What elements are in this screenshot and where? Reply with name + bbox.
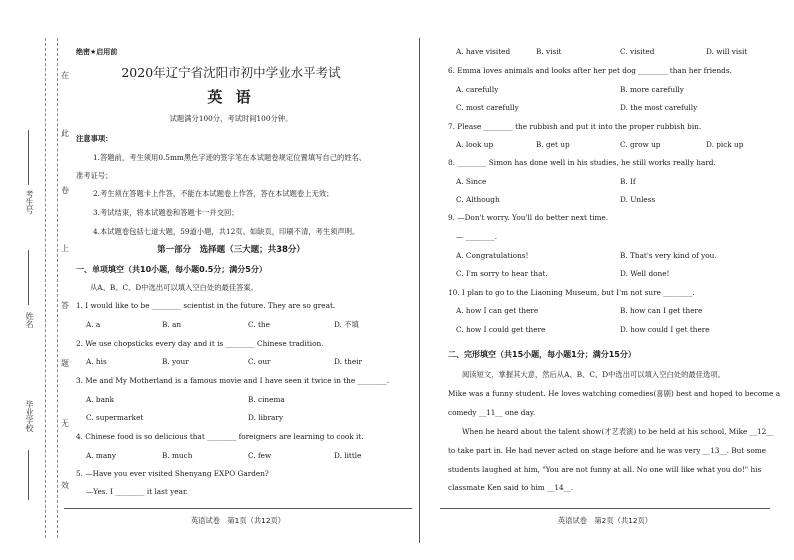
option-b: B. your bbox=[162, 357, 189, 366]
question-1: 1. I would like to be ________ scientist in the future. They are so great. bbox=[76, 301, 336, 310]
binding-char: 在 bbox=[61, 71, 69, 80]
option-a: A. a bbox=[86, 320, 101, 329]
passage-line: classmate Ken said to him __14__. bbox=[448, 483, 574, 492]
note-line: 1.答题前，考生须用0.5mm黑色字迹的签字笔在本试题卷规定位置填写自己的姓名、 bbox=[93, 153, 367, 162]
option-c: C. I'm sorry to hear that. bbox=[456, 269, 548, 278]
passage-line: comedy __11__ one day. bbox=[448, 408, 536, 417]
option-c: C. our bbox=[248, 357, 271, 366]
option-b: B. cinema bbox=[248, 395, 285, 404]
note-line: 4.本试题卷包括七道大题，59道小题，共12页。如缺页，印刷不清，考生须声明。 bbox=[93, 227, 360, 236]
field-exam-number-line bbox=[28, 130, 29, 185]
note-line: 2.考生须在答题卡上作答，不能在本试题卷上作答，答在本试题卷上无效； bbox=[93, 189, 334, 198]
option-b: B. an bbox=[162, 320, 182, 329]
note-line: 准考证号； bbox=[76, 171, 113, 180]
subject-title: 英 语 bbox=[207, 88, 255, 106]
page-divider bbox=[419, 38, 420, 543]
option-a: A. Since bbox=[456, 177, 487, 186]
passage-line: When he heard about the talent show(才艺表演) to be held at his school, Mike __12__ bbox=[462, 427, 774, 436]
option-c: C. grow up bbox=[620, 140, 661, 149]
left-page-footer: 英语试卷 第1页（共12页） bbox=[190, 516, 286, 525]
binding-char: 效 bbox=[61, 481, 69, 490]
question-5: 5. —Have you ever visited Shenyang EXPO Garden? bbox=[76, 469, 269, 478]
right-page-footer: 英语试卷 第2页（共12页） bbox=[557, 516, 653, 525]
option-b: B. If bbox=[620, 177, 636, 186]
option-c: C. visited bbox=[620, 47, 655, 56]
option-d: D. 不填 bbox=[334, 320, 359, 329]
option-c: C. the bbox=[248, 320, 270, 329]
option-b: B. how can I get there bbox=[620, 306, 703, 315]
option-a: A. bank bbox=[86, 395, 115, 404]
option-b: B. get up bbox=[536, 140, 570, 149]
option-a: A. carefully bbox=[456, 85, 499, 94]
binding-char: 题 bbox=[61, 359, 69, 368]
field-school-label: 毕业学校 bbox=[25, 400, 34, 432]
option-c: C. Although bbox=[456, 195, 500, 204]
question-8: 8. ________ Simon has done well in his studies, he still works really hard. bbox=[448, 158, 716, 167]
option-a: A. how I can get there bbox=[456, 306, 539, 315]
option-a: A. look up bbox=[456, 140, 494, 149]
question-7: 7. Please ________ the rubbish and put it into the proper rubbish bin. bbox=[448, 122, 702, 131]
part-one-title: 第一部分 选择题（三大题；共38分） bbox=[157, 245, 305, 255]
option-d: D. will visit bbox=[706, 47, 748, 56]
passage-instructions: 阅读短文，掌握其大意，然后从A、B、C、D中选出可以填入空白处的最佳选项。 bbox=[462, 370, 725, 379]
binding-char: 无 bbox=[61, 419, 69, 428]
option-b: B. That's very kind of you. bbox=[620, 251, 717, 260]
option-b: B. visit bbox=[536, 47, 562, 56]
option-b: B. more carefully bbox=[620, 85, 684, 94]
option-d: D. their bbox=[334, 357, 363, 366]
passage-line: students laughed at him, "You are not funny at all. No one will like what you do!" his bbox=[448, 465, 762, 474]
binding-line-inner bbox=[57, 38, 58, 538]
option-a: A. many bbox=[86, 451, 116, 460]
option-c: C. supermarket bbox=[86, 413, 144, 422]
option-c: C. few bbox=[248, 451, 272, 460]
option-d: D. pick up bbox=[706, 140, 744, 149]
section-two-title: 二、完形填空（共15小题，每小题1分；满分15分） bbox=[448, 350, 636, 359]
note-line: 3.考试结束，将本试题卷和答题卡一并交回； bbox=[93, 208, 239, 217]
left-footer-rule bbox=[64, 508, 412, 509]
binding-char: 上 bbox=[61, 244, 69, 253]
question-2: 2. We use chopsticks every day and it is ________ Chinese tradition. bbox=[76, 339, 324, 348]
option-a: A. Congratulations! bbox=[456, 251, 529, 260]
field-exam-number-label: 考生号 bbox=[25, 190, 34, 214]
option-d: D. library bbox=[248, 413, 284, 422]
field-name-line bbox=[28, 250, 29, 305]
exam-info: 试题满分100分，考试时间100分钟。 bbox=[169, 114, 293, 123]
question-3: 3. Me and My Motherland is a famous movie and I have seen it twice in the ________. bbox=[76, 376, 390, 385]
option-d: D. little bbox=[334, 451, 362, 460]
option-d: D. Unless bbox=[620, 195, 656, 204]
option-d: D. Well done! bbox=[620, 269, 670, 278]
field-school-line bbox=[28, 450, 29, 500]
question-5-reply: —Yes. I ________ it last year. bbox=[86, 487, 188, 496]
option-c: C. most carefully bbox=[456, 103, 519, 112]
passage-line: to take part in. He had never acted on stage before and he was very __13__. But some bbox=[448, 446, 766, 455]
option-d: D. how could I get there bbox=[620, 325, 710, 334]
section-one-instructions: 从A、B、C、D中选出可以填入空白处的最佳答案。 bbox=[90, 283, 259, 292]
exam-title: 2020年辽宁省沈阳市初中学业水平考试 bbox=[121, 65, 341, 80]
option-a: A. have visited bbox=[456, 47, 511, 56]
question-10: 10. I plan to go to the Liaoning Museum, but I'm not sure ________. bbox=[448, 288, 695, 297]
binding-char: 卷 bbox=[61, 186, 69, 195]
option-c: C. how I could get there bbox=[456, 325, 546, 334]
question-4: 4. Chinese food is so delicious that ________ foreigners are learning to cook it. bbox=[76, 432, 364, 441]
section-one-title: 一、单项填空（共10小题，每小题0.5分；满分5分） bbox=[76, 265, 267, 274]
binding-char: 此 bbox=[61, 129, 69, 138]
question-9-reply: — ________. bbox=[456, 232, 498, 241]
question-9: 9. —Don't worry. You'll do better next time. bbox=[448, 213, 609, 222]
passage-line: Mike was a funny student. He loves watching comedies(喜剧) best and hoped to become a bbox=[448, 389, 781, 398]
question-6: 6. Emma loves animals and looks after her pet dog ________ than her friends. bbox=[448, 66, 732, 75]
option-d: D. the most carefully bbox=[620, 103, 698, 112]
right-footer-rule bbox=[440, 508, 770, 509]
binding-char: 答 bbox=[61, 301, 69, 310]
field-name-label: 姓名 bbox=[25, 312, 34, 328]
option-a: A. his bbox=[86, 357, 107, 366]
binding-line-outer bbox=[45, 38, 46, 538]
option-b: B. much bbox=[162, 451, 193, 460]
confidential-mark: 绝密★启用前 bbox=[76, 48, 118, 56]
notes-title: 注意事项： bbox=[76, 134, 113, 143]
